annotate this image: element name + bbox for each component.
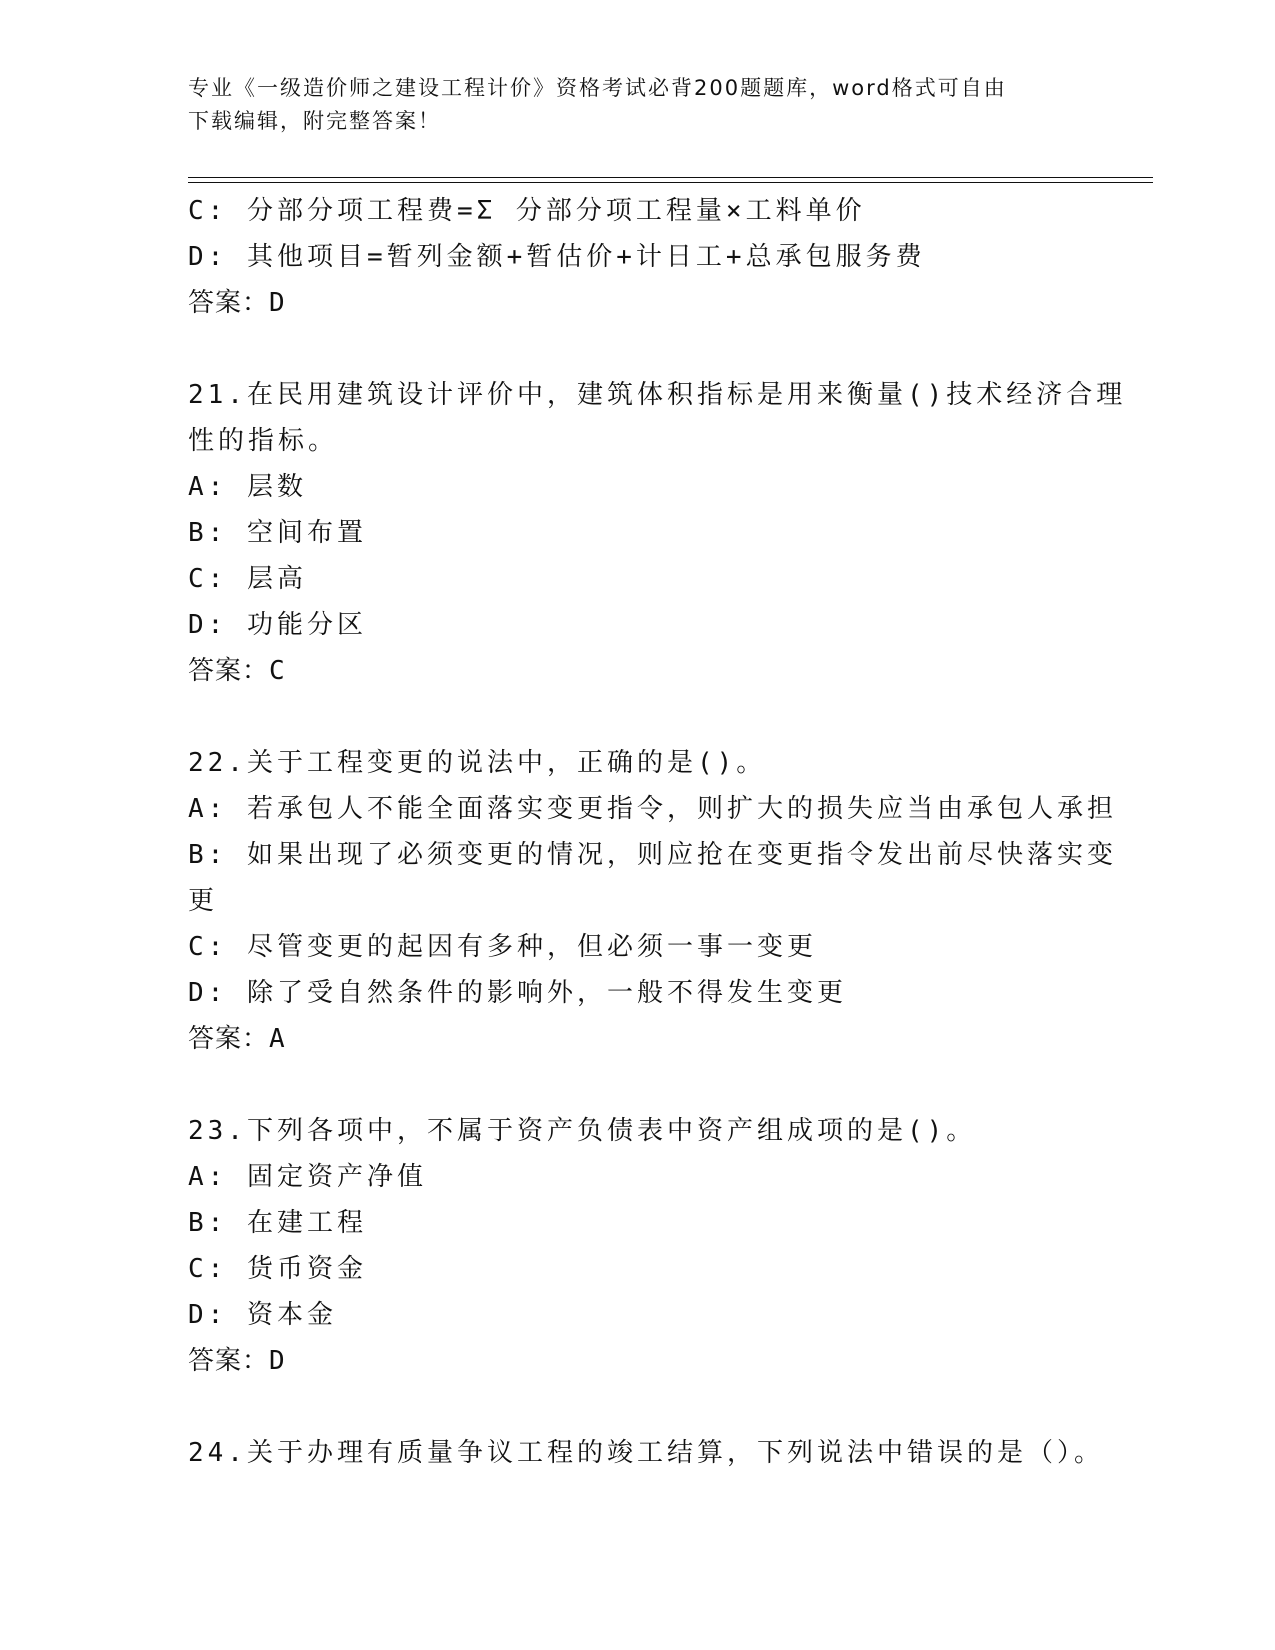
option-d: D: 资本金 xyxy=(188,1300,337,1330)
question-stem: 23.下列各项中，不属于资产负债表中资产组成项的是()。 xyxy=(188,1116,977,1146)
header-rule-top xyxy=(188,177,1153,178)
question-24 xyxy=(188,1430,1104,1476)
answer-value: C xyxy=(269,656,286,686)
spacer xyxy=(188,1062,1088,1108)
question-stem: 24.关于办理有质量争议工程的竣工结算，下列说法中错误的是（）。 xyxy=(188,1438,1104,1468)
option-b: B: 在建工程 xyxy=(188,1208,367,1238)
question-stem-line-2: 性的指标。 xyxy=(188,426,339,456)
header-line-2: 下载编辑，附完整答案！ xyxy=(188,109,441,133)
option-d: D: 除了受自然条件的影响外，一般不得发生变更 xyxy=(188,978,847,1008)
option-c: C: 层高 xyxy=(188,564,307,594)
answer-value: A xyxy=(269,1024,286,1054)
question-stem: 22.关于工程变更的说法中，正确的是()。 xyxy=(188,748,767,778)
spacer xyxy=(188,694,1088,740)
option-c: C: 尽管变更的起因有多种，但必须一事一变更 xyxy=(188,932,817,962)
option-c: C: 货币资金 xyxy=(188,1254,367,1284)
question-21 xyxy=(188,372,1127,694)
option-b-line-1: B: 如果出现了必须变更的情况，则应抢在变更指令发出前尽快落实变 xyxy=(188,840,1117,870)
answer-label: 答案： xyxy=(188,288,270,318)
option-a: A: 层数 xyxy=(188,472,307,502)
spacer xyxy=(188,326,1088,372)
question-20 xyxy=(188,188,1088,326)
option-a: A: 固定资产净值 xyxy=(188,1162,427,1192)
answer-label: 答案： xyxy=(188,1346,270,1376)
header-rule-bottom xyxy=(188,182,1153,183)
document-header xyxy=(188,72,1068,138)
answer xyxy=(188,1016,1088,1062)
question-23 xyxy=(188,1108,1088,1384)
option-a: A: 若承包人不能全面落实变更指令，则扩大的损失应当由承包人承担 xyxy=(188,794,1117,824)
spacer xyxy=(188,1384,1088,1430)
question-stem-line-1: 21.在民用建筑设计评价中，建筑体积指标是用来衡量()技术经济合理 xyxy=(188,380,1127,410)
answer xyxy=(188,1338,1088,1384)
answer-label: 答案： xyxy=(188,656,270,686)
answer xyxy=(188,280,1088,326)
question-22 xyxy=(188,740,1117,1062)
answer-value: D xyxy=(269,288,286,318)
option-b-line-2: 更 xyxy=(188,886,219,916)
option-d: D: 其他项目=暂列金额+暂估价+计日工+总承包服务费 xyxy=(188,242,926,272)
option-d: D: 功能分区 xyxy=(188,610,367,640)
header-line-1: 专业《一级造价师之建设工程计价》资格考试必背200题题库，word格式可自由 xyxy=(188,76,1007,100)
question-list xyxy=(188,188,1127,1476)
answer xyxy=(188,648,1088,694)
answer-label: 答案： xyxy=(188,1024,270,1054)
option-c: C: 分部分项工程费=Σ 分部分项工程量×工料单价 xyxy=(188,196,866,226)
answer-value: D xyxy=(269,1346,286,1376)
option-b: B: 空间布置 xyxy=(188,518,367,548)
